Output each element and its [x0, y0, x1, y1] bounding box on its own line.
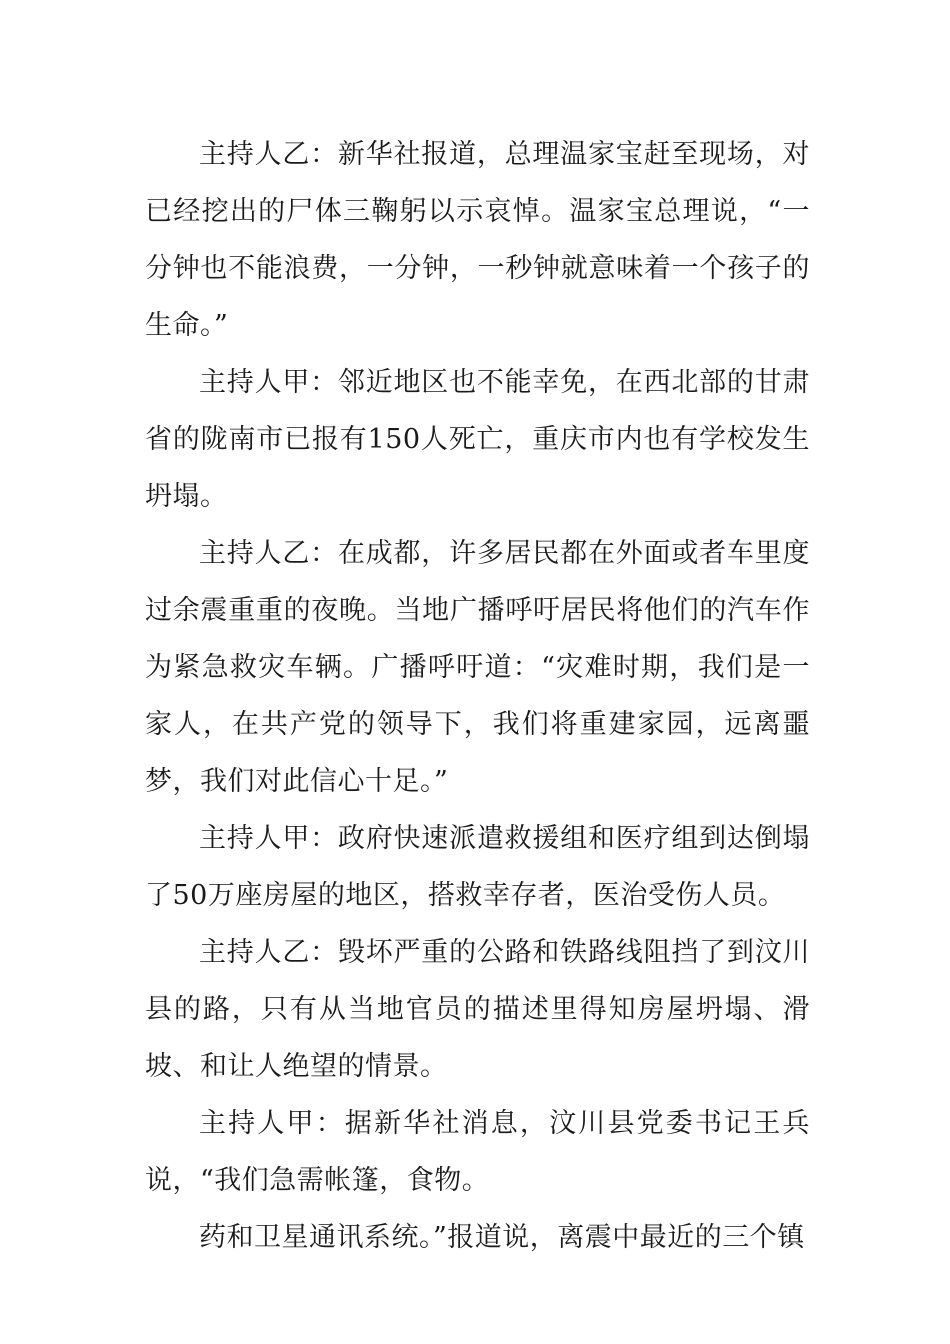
paragraph: 主持人甲：据新华社消息，汶川县党委书记王兵说，“我们急需帐篷，食物。: [145, 1108, 810, 1196]
paragraph: 主持人甲：政府快速派遣救援组和医疗组到达倒塌了50万座房屋的地区，搭救幸存者，医治受伤人员。: [145, 823, 810, 911]
paragraph: 主持人乙：毁坏严重的公路和铁路线阻挡了到汶川县的路，只有从当地官员的描述里得知房屋坍塌、滑坡、和让人绝望的情景。: [145, 937, 810, 1082]
paragraph: 药和卫星通讯系统。”报道说，离震中最近的三个镇: [199, 1222, 805, 1253]
paragraph: 主持人乙：在成都，许多居民都在外面或者车里度过余震重重的夜晚。当地广播呼吁居民将他们的汽车作为紧急救灾车辆。广播呼吁道：“灾难时期，我们是一家人，在共产党的领导下，我们将重建家园，远离噩梦，我们对此信心十足。”: [145, 538, 810, 797]
paragraph: 主持人乙：新华社报道，总理温家宝赶至现场，对已经挖出的尸体三鞠躬以示哀悼。温家宝总理说，“一分钟也不能浪费，一分钟，一秒钟就意味着一个孩子的生命。”: [145, 139, 810, 341]
paragraph: 主持人甲：邻近地区也不能幸免，在西北部的甘肃省的陇南市已报有150人死亡，重庆市内也有学校发生坍塌。: [145, 367, 810, 512]
document-body: [145, 126, 810, 1266]
